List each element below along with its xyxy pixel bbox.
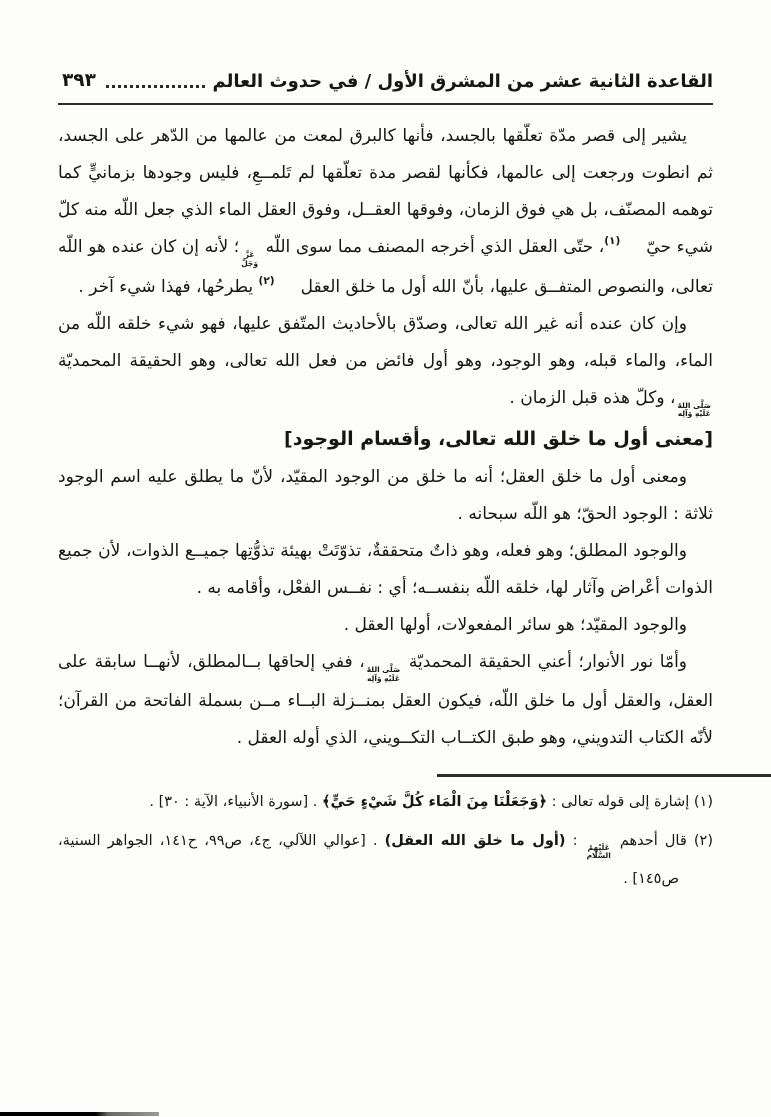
- footnote-2-text-c: . [عوالي اللآلي، ج٤، ص٩٩، ح١٤١، الجواهر السنية، ص١٤٥] .: [58, 832, 679, 888]
- page-header: [0, 0, 771, 94]
- honorific-salla-allah-2: [367, 666, 401, 683]
- paragraph-1-text-d: يطرحُها، فهذا شيء آخر .: [78, 276, 259, 297]
- footnote-2-text-b: :: [565, 832, 585, 849]
- honorific-alayhim-bottom: السَّلام: [586, 851, 611, 861]
- honorific-alayhim-assalam: [587, 844, 611, 861]
- footnotes-section: [0, 784, 771, 897]
- footnote-1-marker: (١): [693, 793, 713, 810]
- paragraph-1-text-b: ، حتّى العقل الذي أخرجه المصنف مما سوى اللّه: [259, 237, 605, 258]
- honorific-azza-bottom: وَجَلَّ: [241, 259, 258, 269]
- footnote-divider: [437, 774, 771, 777]
- honorific-alayhim-top: عَلَيْهِمُ: [587, 842, 610, 852]
- honorific-salla-allah: [677, 402, 711, 419]
- paragraph-5: والوجود المقيّد؛ هو سائر المفعولات، أولها العقل .: [343, 614, 687, 635]
- paragraph-2-text-b: ، وكلّ هذه قبل الزمان .: [509, 387, 676, 408]
- hadith-quote: (أول ما خلق الله العقل): [384, 832, 566, 849]
- paragraph-4: والوجود المطلق؛ وهو فعله، وهو ذاتٌ متحققةٌ، تذوّتَتْ بهيئة تذوُّتِها جميــع الذوات، لأن جميع الذوات أعْراض وآثار لها، خلقه اللّه بنفســه؛ أي : نفــس الفعْل، وأقامه به .: [58, 540, 713, 598]
- honorific-salla-top-2: صَلَّى اللهُ: [366, 664, 401, 674]
- footnote-2: [58, 823, 713, 897]
- body-text: [0, 105, 771, 757]
- paragraph-2-text-a: وإن كان عنده أنه غير الله تعالى، وصدّق بالأحاديث المتّفق عليها، فهو شيء خلقه اللّه من الماء، والماء قبله، وهو الوجود، وهو أول فائض من فعل الله تعالى، وهو الحقيقة المحمديّة: [58, 313, 713, 371]
- paragraph-2: [58, 306, 713, 419]
- footnote-1-text-a: إشارة إلى قوله تعالى :: [547, 793, 694, 810]
- paragraph-3: ومعنى أول ما خلق العقل؛ أنه ما خلق من الوجود المقيّد، لأنّ ما يطلق عليه اسم الوجود ثلاثة : الوجود الحقّ؛ هو اللّه سبحانه .: [58, 466, 713, 524]
- scan-artifact: [0, 1112, 159, 1116]
- footnote-2-marker: (٢): [693, 832, 713, 849]
- paragraph-6-text-a: وأمّا نور الأنوار؛ أعني الحقيقة المحمديّة: [402, 651, 687, 672]
- paragraph-1-text-a: يشير إلى قصر مدّة تعلّقها بالجسد، فأنها كالبرق لمعت من عالمها من الدّهر على الجسد، ثم انطوت ورجعت إلى عالمها، فكأنها لقصر مدة تعلّقها لم تَلمــعِ، فليس وجودها بزمانيٍّ كما توهمه المصنّف، بل هي فوق الزمان، وفوقها العقــل، وفوق العقل الماء الذي جعل اللّه منه كلّ شيء حيّ: [58, 126, 714, 258]
- footnote-1: [58, 784, 713, 820]
- page-number: ٣٩٣: [62, 70, 96, 91]
- paragraph-1-text-c: ؛ لأنه إن كان عنده هو اللّه تعالى، والنصوص المتفــق عليها، بأنّ الله أول ما خلق العقل: [58, 237, 713, 297]
- dotted-leader: [106, 84, 205, 88]
- honorific-salla-top: صَلَّى اللهُ: [677, 400, 711, 410]
- paragraph-6: [58, 644, 713, 757]
- footnote-2-text-a: قال أحدهم: [612, 832, 694, 849]
- honorific-azza-top: عَزَّ: [244, 250, 255, 260]
- footnote-1-text-b: . [سورة الأنبياء، الآية : ٣٠] .: [149, 793, 322, 810]
- quran-verse: ﴿وَجَعَلْنَا مِنَ الْمَاء كُلَّ شَيْءٍ حَيٍّ﴾: [321, 793, 548, 810]
- chapter-title: القاعدة الثانية عشر من المشرق الأول / في حدوث العالم: [212, 70, 713, 92]
- section-heading: [معنى أول ما خلق الله تعالى، وأقسام الوجود]: [284, 427, 713, 450]
- honorific-salla-bottom-2: عَلَيْهِ وَآلِه: [366, 673, 400, 683]
- honorific-salla-bottom: عَلَيْهِ وَآلِه: [677, 409, 711, 419]
- honorific-azza-wa-jall: [241, 251, 258, 268]
- paragraph-1: يشير إلى قصر مدّة تعلّقها بالجسد، فأنها كالبرق لمعت من عالمها من الدّهر على الجسد، ثم انطوت ورجعت إلى عالمها، فكأنها لقصر مدة تعلّقها لم تَلمــعِ، فليس وجودها بزمانيٍّ كما توهمه المصنّف، بل هي فوق الزمان، وفوقها العقــل، وفوق العقل الماء الذي جعل اللّه منه كلّ شيء حيّ(١)، حتّى العقل الذي أخرجه المصنف مما سوى اللّه عَزَّ وَجَلَّ ؛ لأنه إن كان عنده هو اللّه تعالى، والنصوص المتفــق عليها، بأنّ الله أول ما خلق العقل(٢) يطرحُها، فهذا شيء آخر .: [58, 126, 714, 297]
- paragraph-6-text-b: ، ففي إلحاقها بــالمطلق، لأنهــا سابقة على العقل، والعقل أول ما خلق اللّه، فيكون العقل بمنــزلة البــاء مــن بسملة الفاتحة من القرآن؛ لأنّه الكتاب التدويني، وهو طبق الكتــاب التكــويني، الذي أوله العقل .: [58, 651, 713, 749]
